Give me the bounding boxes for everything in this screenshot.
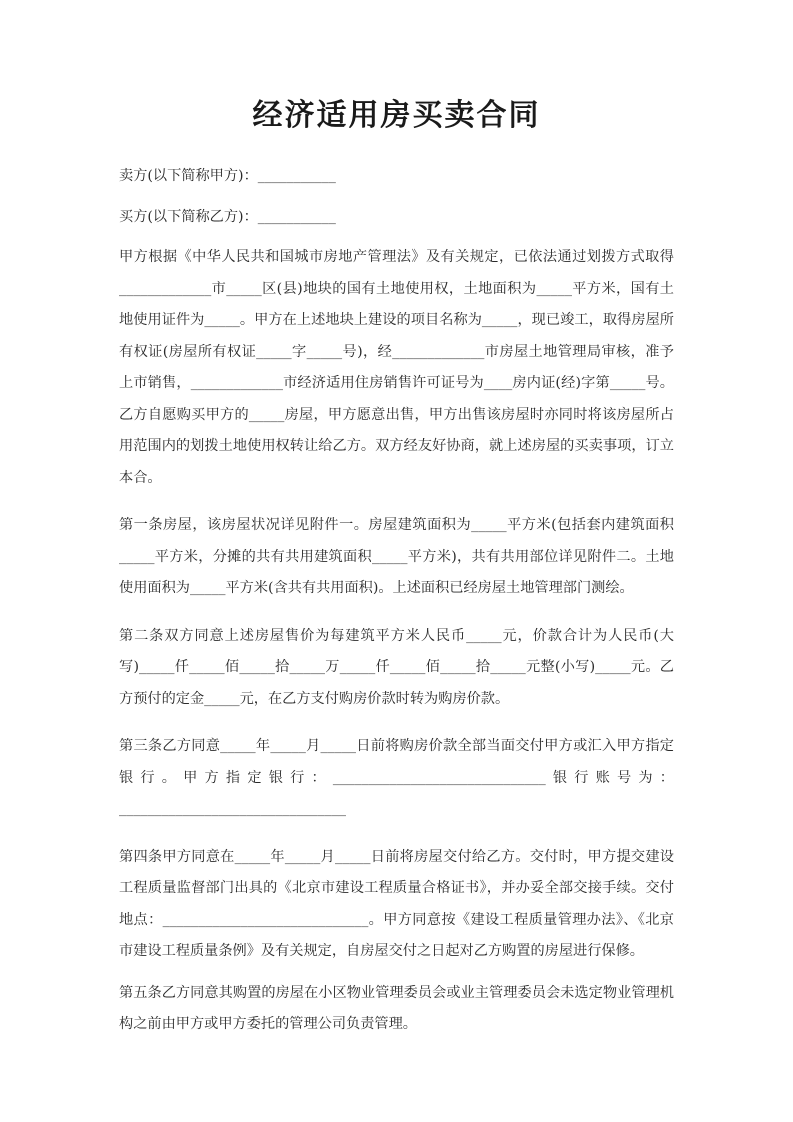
document-title: 经济适用房买卖合同 xyxy=(252,98,541,133)
article-1: 第一条房屋，该房屋状况详见附件一。房屋建筑面积为_____平方米(包括套内建筑面积_____平方米，分摊的共有共用建筑面积_____平方米)，共有共用部位详见附件二。土地使用面积为_____平方米(含共有共用面积)。上述面积已经房屋土地管理部门测绘。 xyxy=(119,517,674,596)
seller-line: 卖方(以下简称甲方)：___________ xyxy=(119,168,336,184)
article-4: 第四条甲方同意在_____年_____月_____日前将房屋交付给乙方。交付时，甲方提交建设工程质量监督部门出具的《北京市建设工程质量合格证书》，并办妥全部交接手续。交付地点：_____________________________。甲方同意按《建设工程质量管理办法》、《北京市建设工程质量条例》及有关规定，自房屋交付之日起对乙方购置的房屋进行保修。 xyxy=(119,848,674,959)
article-2: 第二条双方同意上述房屋售价为每建筑平方米人民币_____元，价款合计为人民币(大写)_____仟_____佰_____拾_____万_____仟_____佰_____拾_____元整(小写)_____元。乙方预付的定金_____元，在乙方支付购房价款时转为购房价款。 xyxy=(119,627,674,707)
article-5: 第五条乙方同意其购置的房屋在小区物业管理委员会或业主管理委员会未选定物业管理机构之前由甲方或甲方委托的管理公司负责管理。 xyxy=(119,984,674,1032)
article-3: 第三条乙方同意_____年_____月_____日前将购房价款全部当面交付甲方或汇入甲方指定银行。甲方指定银行：______________________________银行账号为：________________________________ xyxy=(119,738,674,817)
buyer-line: 买方(以下简称乙方)：___________ xyxy=(119,208,336,225)
intro-paragraph: 甲方根据《中华人民共和国城市房地产管理法》及有关规定，已依法通过划拨方式取得_____________市_____区(县)地块的国有土地使用权，土地面积为_____平方米，国有土地使用证件为_____。甲方在上述地块上建设的项目名称为_____，现已竣工，取得房屋所有权证(房屋所有权证_____字_____号)，经_____________市房屋土地管理局审核，准予上市销售，_____________市经济适用住房销售许可证号为____房内证(经)字第_____号。乙方自愿购买甲方的_____房屋，甲方愿意出售，甲方出售该房屋时亦同时将该房屋所占用范围内的划拨土地使用权转让给乙方。双方经友好协商，就上述房屋的买卖事项，订立本合。 xyxy=(119,249,674,486)
